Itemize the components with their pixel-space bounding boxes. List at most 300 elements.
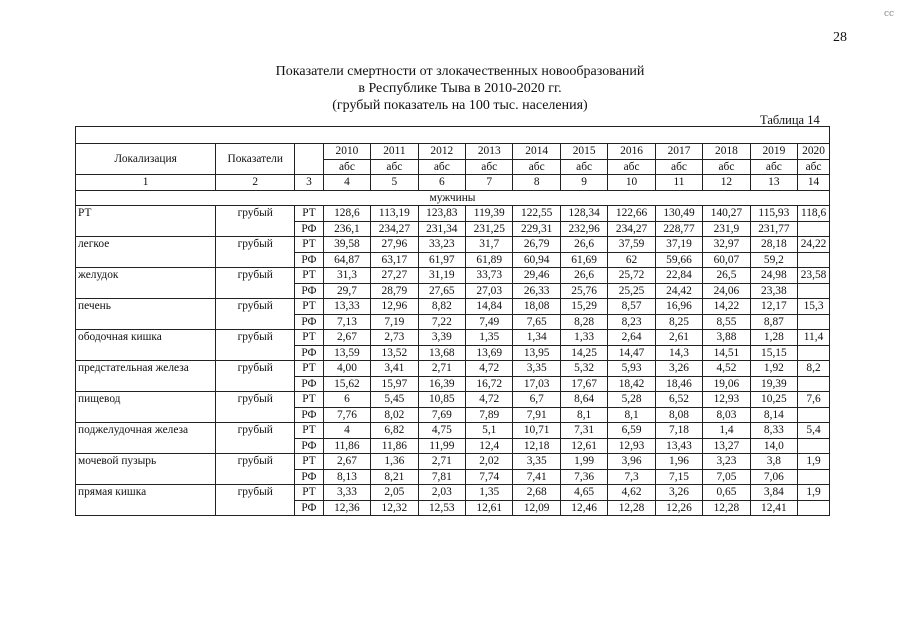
value-cell: 5,28 xyxy=(608,392,655,408)
value-cell: 10,85 xyxy=(418,392,465,408)
title-line-3: (грубый показатель на 100 тыс. населения) xyxy=(332,98,588,113)
value-cell: 10,71 xyxy=(513,423,560,439)
table-row xyxy=(76,237,830,253)
value-cell: 7,36 xyxy=(560,469,607,485)
value-cell: 14,25 xyxy=(560,345,607,361)
value-cell: 14,84 xyxy=(466,299,513,315)
value-cell: 2,68 xyxy=(513,485,560,501)
value-cell: 1,9 xyxy=(798,485,830,501)
value-cell: 61,97 xyxy=(418,252,465,268)
column-number: 14 xyxy=(798,175,830,191)
value-cell: 13,52 xyxy=(371,345,418,361)
value-cell: 4,72 xyxy=(466,392,513,408)
value-cell: 6,59 xyxy=(608,423,655,439)
value-cell: 26,6 xyxy=(560,237,607,253)
value-cell: 18,46 xyxy=(655,376,702,392)
column-number: 9 xyxy=(560,175,607,191)
indicator-cell: грубый xyxy=(216,206,295,237)
value-cell: 236,1 xyxy=(323,221,370,237)
rf-label-cell: РФ xyxy=(295,252,323,268)
value-cell: 14,0 xyxy=(750,438,797,454)
value-cell: 2,64 xyxy=(608,330,655,346)
rt-label-cell: РТ xyxy=(295,392,323,408)
value-cell: 14,3 xyxy=(655,345,702,361)
localization-cell: желудок xyxy=(76,268,216,299)
table-label: Таблица 14 xyxy=(760,113,820,127)
value-cell: 13,33 xyxy=(323,299,370,315)
header-year: 2015 xyxy=(560,144,607,160)
value-cell: 62 xyxy=(608,252,655,268)
value-cell: 3,8 xyxy=(750,454,797,470)
value-cell: 130,49 xyxy=(655,206,702,222)
value-cell: 29,46 xyxy=(513,268,560,284)
value-cell: 4 xyxy=(323,423,370,439)
value-cell: 123,83 xyxy=(418,206,465,222)
value-cell: 5,93 xyxy=(608,361,655,377)
value-cell: 31,19 xyxy=(418,268,465,284)
rt-label-cell: РТ xyxy=(295,330,323,346)
value-cell xyxy=(798,221,830,237)
value-cell: 7,31 xyxy=(560,423,607,439)
value-cell: 25,76 xyxy=(560,283,607,299)
value-cell: 61,89 xyxy=(466,252,513,268)
value-cell: 31,7 xyxy=(466,237,513,253)
value-cell: 25,25 xyxy=(608,283,655,299)
value-cell: 8,08 xyxy=(655,407,702,423)
header-year: 2018 xyxy=(703,144,750,160)
value-cell: 12,28 xyxy=(608,500,655,516)
value-cell: 234,27 xyxy=(608,221,655,237)
title-line-2: в Республике Тыва в 2010-2020 гг. xyxy=(358,81,562,96)
column-number: 11 xyxy=(655,175,702,191)
value-cell: 13,69 xyxy=(466,345,513,361)
table-row xyxy=(76,330,830,346)
localization-cell: мочевой пузырь xyxy=(76,454,216,485)
value-cell: 2,71 xyxy=(418,454,465,470)
value-cell: 37,19 xyxy=(655,237,702,253)
value-cell: 28,18 xyxy=(750,237,797,253)
value-cell: 140,27 xyxy=(703,206,750,222)
value-cell: 17,03 xyxy=(513,376,560,392)
value-cell: 1,28 xyxy=(750,330,797,346)
value-cell: 8,21 xyxy=(371,469,418,485)
value-cell: 27,27 xyxy=(371,268,418,284)
value-cell: 32,97 xyxy=(703,237,750,253)
header-year: 2011 xyxy=(371,144,418,160)
indicator-cell: грубый xyxy=(216,361,295,392)
value-cell: 7,91 xyxy=(513,407,560,423)
column-number: 2 xyxy=(216,175,295,191)
value-cell: 33,73 xyxy=(466,268,513,284)
header-unit: абс xyxy=(323,159,370,175)
rf-label-cell: РФ xyxy=(295,314,323,330)
header-unit: абс xyxy=(513,159,560,175)
value-cell xyxy=(798,469,830,485)
value-cell: 24,42 xyxy=(655,283,702,299)
value-cell xyxy=(798,252,830,268)
value-cell: 59,66 xyxy=(655,252,702,268)
value-cell: 8,25 xyxy=(655,314,702,330)
value-cell: 26,79 xyxy=(513,237,560,253)
value-cell: 28,79 xyxy=(371,283,418,299)
value-cell: 15,97 xyxy=(371,376,418,392)
header-blank-cell xyxy=(295,144,323,175)
value-cell: 64,87 xyxy=(323,252,370,268)
value-cell: 3,41 xyxy=(371,361,418,377)
header-unit: абс xyxy=(750,159,797,175)
header-localization: Локализация xyxy=(76,144,216,175)
value-cell: 115,93 xyxy=(750,206,797,222)
value-cell: 4,00 xyxy=(323,361,370,377)
indicator-cell: грубый xyxy=(216,330,295,361)
value-cell: 8,57 xyxy=(608,299,655,315)
value-cell: 60,94 xyxy=(513,252,560,268)
value-cell: 11,86 xyxy=(323,438,370,454)
rt-label-cell: РТ xyxy=(295,423,323,439)
value-cell: 4,62 xyxy=(608,485,655,501)
value-cell: 8,1 xyxy=(608,407,655,423)
column-number-row xyxy=(76,175,830,191)
column-number: 6 xyxy=(418,175,465,191)
value-cell: 11,99 xyxy=(418,438,465,454)
value-cell: 61,69 xyxy=(560,252,607,268)
value-cell: 7,41 xyxy=(513,469,560,485)
value-cell: 7,19 xyxy=(371,314,418,330)
indicator-cell: грубый xyxy=(216,454,295,485)
value-cell: 2,61 xyxy=(655,330,702,346)
value-cell: 12,18 xyxy=(513,438,560,454)
rt-label-cell: РТ xyxy=(295,206,323,222)
header-year: 2013 xyxy=(466,144,513,160)
value-cell: 12,17 xyxy=(750,299,797,315)
value-cell: 12,53 xyxy=(418,500,465,516)
value-cell: 12,41 xyxy=(750,500,797,516)
value-cell: 13,27 xyxy=(703,438,750,454)
value-cell xyxy=(798,314,830,330)
value-cell: 3,84 xyxy=(750,485,797,501)
value-cell: 13,95 xyxy=(513,345,560,361)
table-row xyxy=(76,485,830,501)
value-cell: 1,99 xyxy=(560,454,607,470)
value-cell: 2,05 xyxy=(371,485,418,501)
page-number: 28 xyxy=(833,30,847,45)
value-cell: 27,65 xyxy=(418,283,465,299)
localization-cell: печень xyxy=(76,299,216,330)
mortality-table xyxy=(75,126,830,516)
value-cell: 8,87 xyxy=(750,314,797,330)
value-cell: 5,4 xyxy=(798,423,830,439)
value-cell: 7,69 xyxy=(418,407,465,423)
section-label: мужчины xyxy=(76,190,830,206)
rt-label-cell: РТ xyxy=(295,299,323,315)
table-row xyxy=(76,268,830,284)
value-cell: 3,35 xyxy=(513,361,560,377)
value-cell: 31,3 xyxy=(323,268,370,284)
indicator-cell: грубый xyxy=(216,485,295,516)
rf-label-cell: РФ xyxy=(295,345,323,361)
value-cell: 2,03 xyxy=(418,485,465,501)
value-cell: 15,15 xyxy=(750,345,797,361)
value-cell: 7,05 xyxy=(703,469,750,485)
value-cell xyxy=(798,345,830,361)
value-cell: 14,22 xyxy=(703,299,750,315)
value-cell: 12,46 xyxy=(560,500,607,516)
rf-label-cell: РФ xyxy=(295,500,323,516)
header-year: 2017 xyxy=(655,144,702,160)
value-cell: 23,38 xyxy=(750,283,797,299)
value-cell: 26,5 xyxy=(703,268,750,284)
value-cell: 4,72 xyxy=(466,361,513,377)
value-cell: 15,29 xyxy=(560,299,607,315)
value-cell: 3,35 xyxy=(513,454,560,470)
value-cell: 23,58 xyxy=(798,268,830,284)
indicator-cell: грубый xyxy=(216,268,295,299)
value-cell: 8,2 xyxy=(798,361,830,377)
localization-cell: легкое xyxy=(76,237,216,268)
value-cell: 2,67 xyxy=(323,330,370,346)
table-row xyxy=(76,423,830,439)
value-cell: 22,84 xyxy=(655,268,702,284)
table-row xyxy=(76,392,830,408)
value-cell: 6,82 xyxy=(371,423,418,439)
value-cell: 12,61 xyxy=(466,500,513,516)
value-cell: 231,34 xyxy=(418,221,465,237)
value-cell: 7,06 xyxy=(750,469,797,485)
value-cell: 2,02 xyxy=(466,454,513,470)
rt-label-cell: РТ xyxy=(295,268,323,284)
value-cell: 8,64 xyxy=(560,392,607,408)
indicator-cell: грубый xyxy=(216,299,295,330)
value-cell: 14,51 xyxy=(703,345,750,361)
indicator-cell: грубый xyxy=(216,392,295,423)
value-cell: 8,28 xyxy=(560,314,607,330)
table-row xyxy=(76,454,830,470)
value-cell: 8,55 xyxy=(703,314,750,330)
section-row xyxy=(76,190,830,206)
localization-cell: РТ xyxy=(76,206,216,237)
value-cell: 12,09 xyxy=(513,500,560,516)
indicator-cell: грубый xyxy=(216,423,295,454)
value-cell: 10,25 xyxy=(750,392,797,408)
value-cell: 15,62 xyxy=(323,376,370,392)
value-cell: 12,36 xyxy=(323,500,370,516)
value-cell: 122,66 xyxy=(608,206,655,222)
value-cell: 232,96 xyxy=(560,221,607,237)
value-cell: 12,61 xyxy=(560,438,607,454)
value-cell: 231,25 xyxy=(466,221,513,237)
value-cell: 11,86 xyxy=(371,438,418,454)
value-cell: 3,88 xyxy=(703,330,750,346)
value-cell: 119,39 xyxy=(466,206,513,222)
value-cell: 19,39 xyxy=(750,376,797,392)
value-cell: 63,17 xyxy=(371,252,418,268)
value-cell: 12,26 xyxy=(655,500,702,516)
value-cell: 122,55 xyxy=(513,206,560,222)
rf-label-cell: РФ xyxy=(295,283,323,299)
value-cell: 18,08 xyxy=(513,299,560,315)
rf-label-cell: РФ xyxy=(295,221,323,237)
value-cell: 27,03 xyxy=(466,283,513,299)
value-cell: 7,3 xyxy=(608,469,655,485)
value-cell: 7,13 xyxy=(323,314,370,330)
header-unit: абс xyxy=(608,159,655,175)
value-cell: 4,75 xyxy=(418,423,465,439)
value-cell xyxy=(798,283,830,299)
header-year: 2012 xyxy=(418,144,465,160)
value-cell: 118,6 xyxy=(798,206,830,222)
column-number: 5 xyxy=(371,175,418,191)
value-cell xyxy=(798,407,830,423)
rt-label-cell: РТ xyxy=(295,361,323,377)
value-cell: 16,39 xyxy=(418,376,465,392)
table-row xyxy=(76,206,830,222)
header-unit: абс xyxy=(703,159,750,175)
blank-header-row xyxy=(76,127,830,144)
value-cell: 12,96 xyxy=(371,299,418,315)
rf-label-cell: РФ xyxy=(295,376,323,392)
value-cell: 12,32 xyxy=(371,500,418,516)
value-cell: 6,7 xyxy=(513,392,560,408)
value-cell: 1,96 xyxy=(655,454,702,470)
value-cell: 60,07 xyxy=(703,252,750,268)
value-cell: 7,15 xyxy=(655,469,702,485)
value-cell: 17,67 xyxy=(560,376,607,392)
value-cell: 4,52 xyxy=(703,361,750,377)
value-cell: 26,33 xyxy=(513,283,560,299)
value-cell: 11,4 xyxy=(798,330,830,346)
value-cell: 13,68 xyxy=(418,345,465,361)
table-body xyxy=(76,127,830,516)
value-cell: 2,71 xyxy=(418,361,465,377)
value-cell: 13,59 xyxy=(323,345,370,361)
value-cell: 19,06 xyxy=(703,376,750,392)
value-cell: 25,72 xyxy=(608,268,655,284)
value-cell: 3,26 xyxy=(655,361,702,377)
value-cell: 1,34 xyxy=(513,330,560,346)
column-number: 10 xyxy=(608,175,655,191)
column-number: 4 xyxy=(323,175,370,191)
value-cell: 1,35 xyxy=(466,485,513,501)
value-cell: 5,32 xyxy=(560,361,607,377)
value-cell: 6 xyxy=(323,392,370,408)
localization-cell: прямая кишка xyxy=(76,485,216,516)
value-cell: 128,6 xyxy=(323,206,370,222)
column-number: 1 xyxy=(76,175,216,191)
column-number: 8 xyxy=(513,175,560,191)
header-unit: абс xyxy=(371,159,418,175)
localization-cell: ободочная кишка xyxy=(76,330,216,361)
value-cell: 8,03 xyxy=(703,407,750,423)
value-cell: 7,65 xyxy=(513,314,560,330)
table-row xyxy=(76,299,830,315)
value-cell: 24,06 xyxy=(703,283,750,299)
column-number: 7 xyxy=(466,175,513,191)
value-cell: 5,45 xyxy=(371,392,418,408)
value-cell: 7,74 xyxy=(466,469,513,485)
rf-label-cell: РФ xyxy=(295,407,323,423)
value-cell: 16,96 xyxy=(655,299,702,315)
value-cell: 29,7 xyxy=(323,283,370,299)
header-year: 2014 xyxy=(513,144,560,160)
value-cell: 39,58 xyxy=(323,237,370,253)
value-cell xyxy=(798,500,830,516)
value-cell: 13,43 xyxy=(655,438,702,454)
value-cell: 8,82 xyxy=(418,299,465,315)
rf-label-cell: РФ xyxy=(295,438,323,454)
value-cell: 3,39 xyxy=(418,330,465,346)
rt-label-cell: РТ xyxy=(295,485,323,501)
value-cell: 59,2 xyxy=(750,252,797,268)
value-cell: 229,31 xyxy=(513,221,560,237)
value-cell: 1,9 xyxy=(798,454,830,470)
value-cell: 26,6 xyxy=(560,268,607,284)
value-cell: 8,23 xyxy=(608,314,655,330)
value-cell: 3,33 xyxy=(323,485,370,501)
value-cell: 231,9 xyxy=(703,221,750,237)
header-unit: абс xyxy=(418,159,465,175)
localization-cell: предстательная железа xyxy=(76,361,216,392)
value-cell: 0,65 xyxy=(703,485,750,501)
value-cell: 1,36 xyxy=(371,454,418,470)
corner-mark: ⅽⅽ xyxy=(884,8,895,18)
localization-cell: поджелудочная железа xyxy=(76,423,216,454)
header-unit: абс xyxy=(560,159,607,175)
header-unit: абс xyxy=(798,159,830,175)
header-year: 2020 xyxy=(798,144,830,160)
value-cell: 3,26 xyxy=(655,485,702,501)
value-cell: 16,72 xyxy=(466,376,513,392)
value-cell: 6,52 xyxy=(655,392,702,408)
value-cell: 2,73 xyxy=(371,330,418,346)
localization-cell: пищевод xyxy=(76,392,216,423)
header-year: 2010 xyxy=(323,144,370,160)
value-cell: 2,67 xyxy=(323,454,370,470)
value-cell: 228,77 xyxy=(655,221,702,237)
column-number: 13 xyxy=(750,175,797,191)
value-cell: 15,3 xyxy=(798,299,830,315)
value-cell: 24,98 xyxy=(750,268,797,284)
value-cell: 7,18 xyxy=(655,423,702,439)
value-cell: 7,22 xyxy=(418,314,465,330)
value-cell: 3,96 xyxy=(608,454,655,470)
header-year: 2016 xyxy=(608,144,655,160)
value-cell: 3,23 xyxy=(703,454,750,470)
value-cell: 18,42 xyxy=(608,376,655,392)
value-cell: 231,77 xyxy=(750,221,797,237)
header-row-years xyxy=(76,144,830,160)
title-line-1: Показатели смертности от злокачественных новообразований xyxy=(275,64,645,79)
value-cell xyxy=(798,376,830,392)
indicator-cell: грубый xyxy=(216,237,295,268)
value-cell: 24,22 xyxy=(798,237,830,253)
header-year: 2019 xyxy=(750,144,797,160)
value-cell: 7,49 xyxy=(466,314,513,330)
header-indicators: Показатели xyxy=(216,144,295,175)
rf-label-cell: РФ xyxy=(295,469,323,485)
value-cell: 234,27 xyxy=(371,221,418,237)
value-cell: 1,92 xyxy=(750,361,797,377)
page-title xyxy=(200,63,720,114)
column-number: 12 xyxy=(703,175,750,191)
value-cell: 33,23 xyxy=(418,237,465,253)
value-cell: 12,4 xyxy=(466,438,513,454)
value-cell: 8,02 xyxy=(371,407,418,423)
value-cell: 1,35 xyxy=(466,330,513,346)
header-unit: абс xyxy=(466,159,513,175)
value-cell: 7,76 xyxy=(323,407,370,423)
value-cell: 12,93 xyxy=(608,438,655,454)
value-cell: 7,6 xyxy=(798,392,830,408)
